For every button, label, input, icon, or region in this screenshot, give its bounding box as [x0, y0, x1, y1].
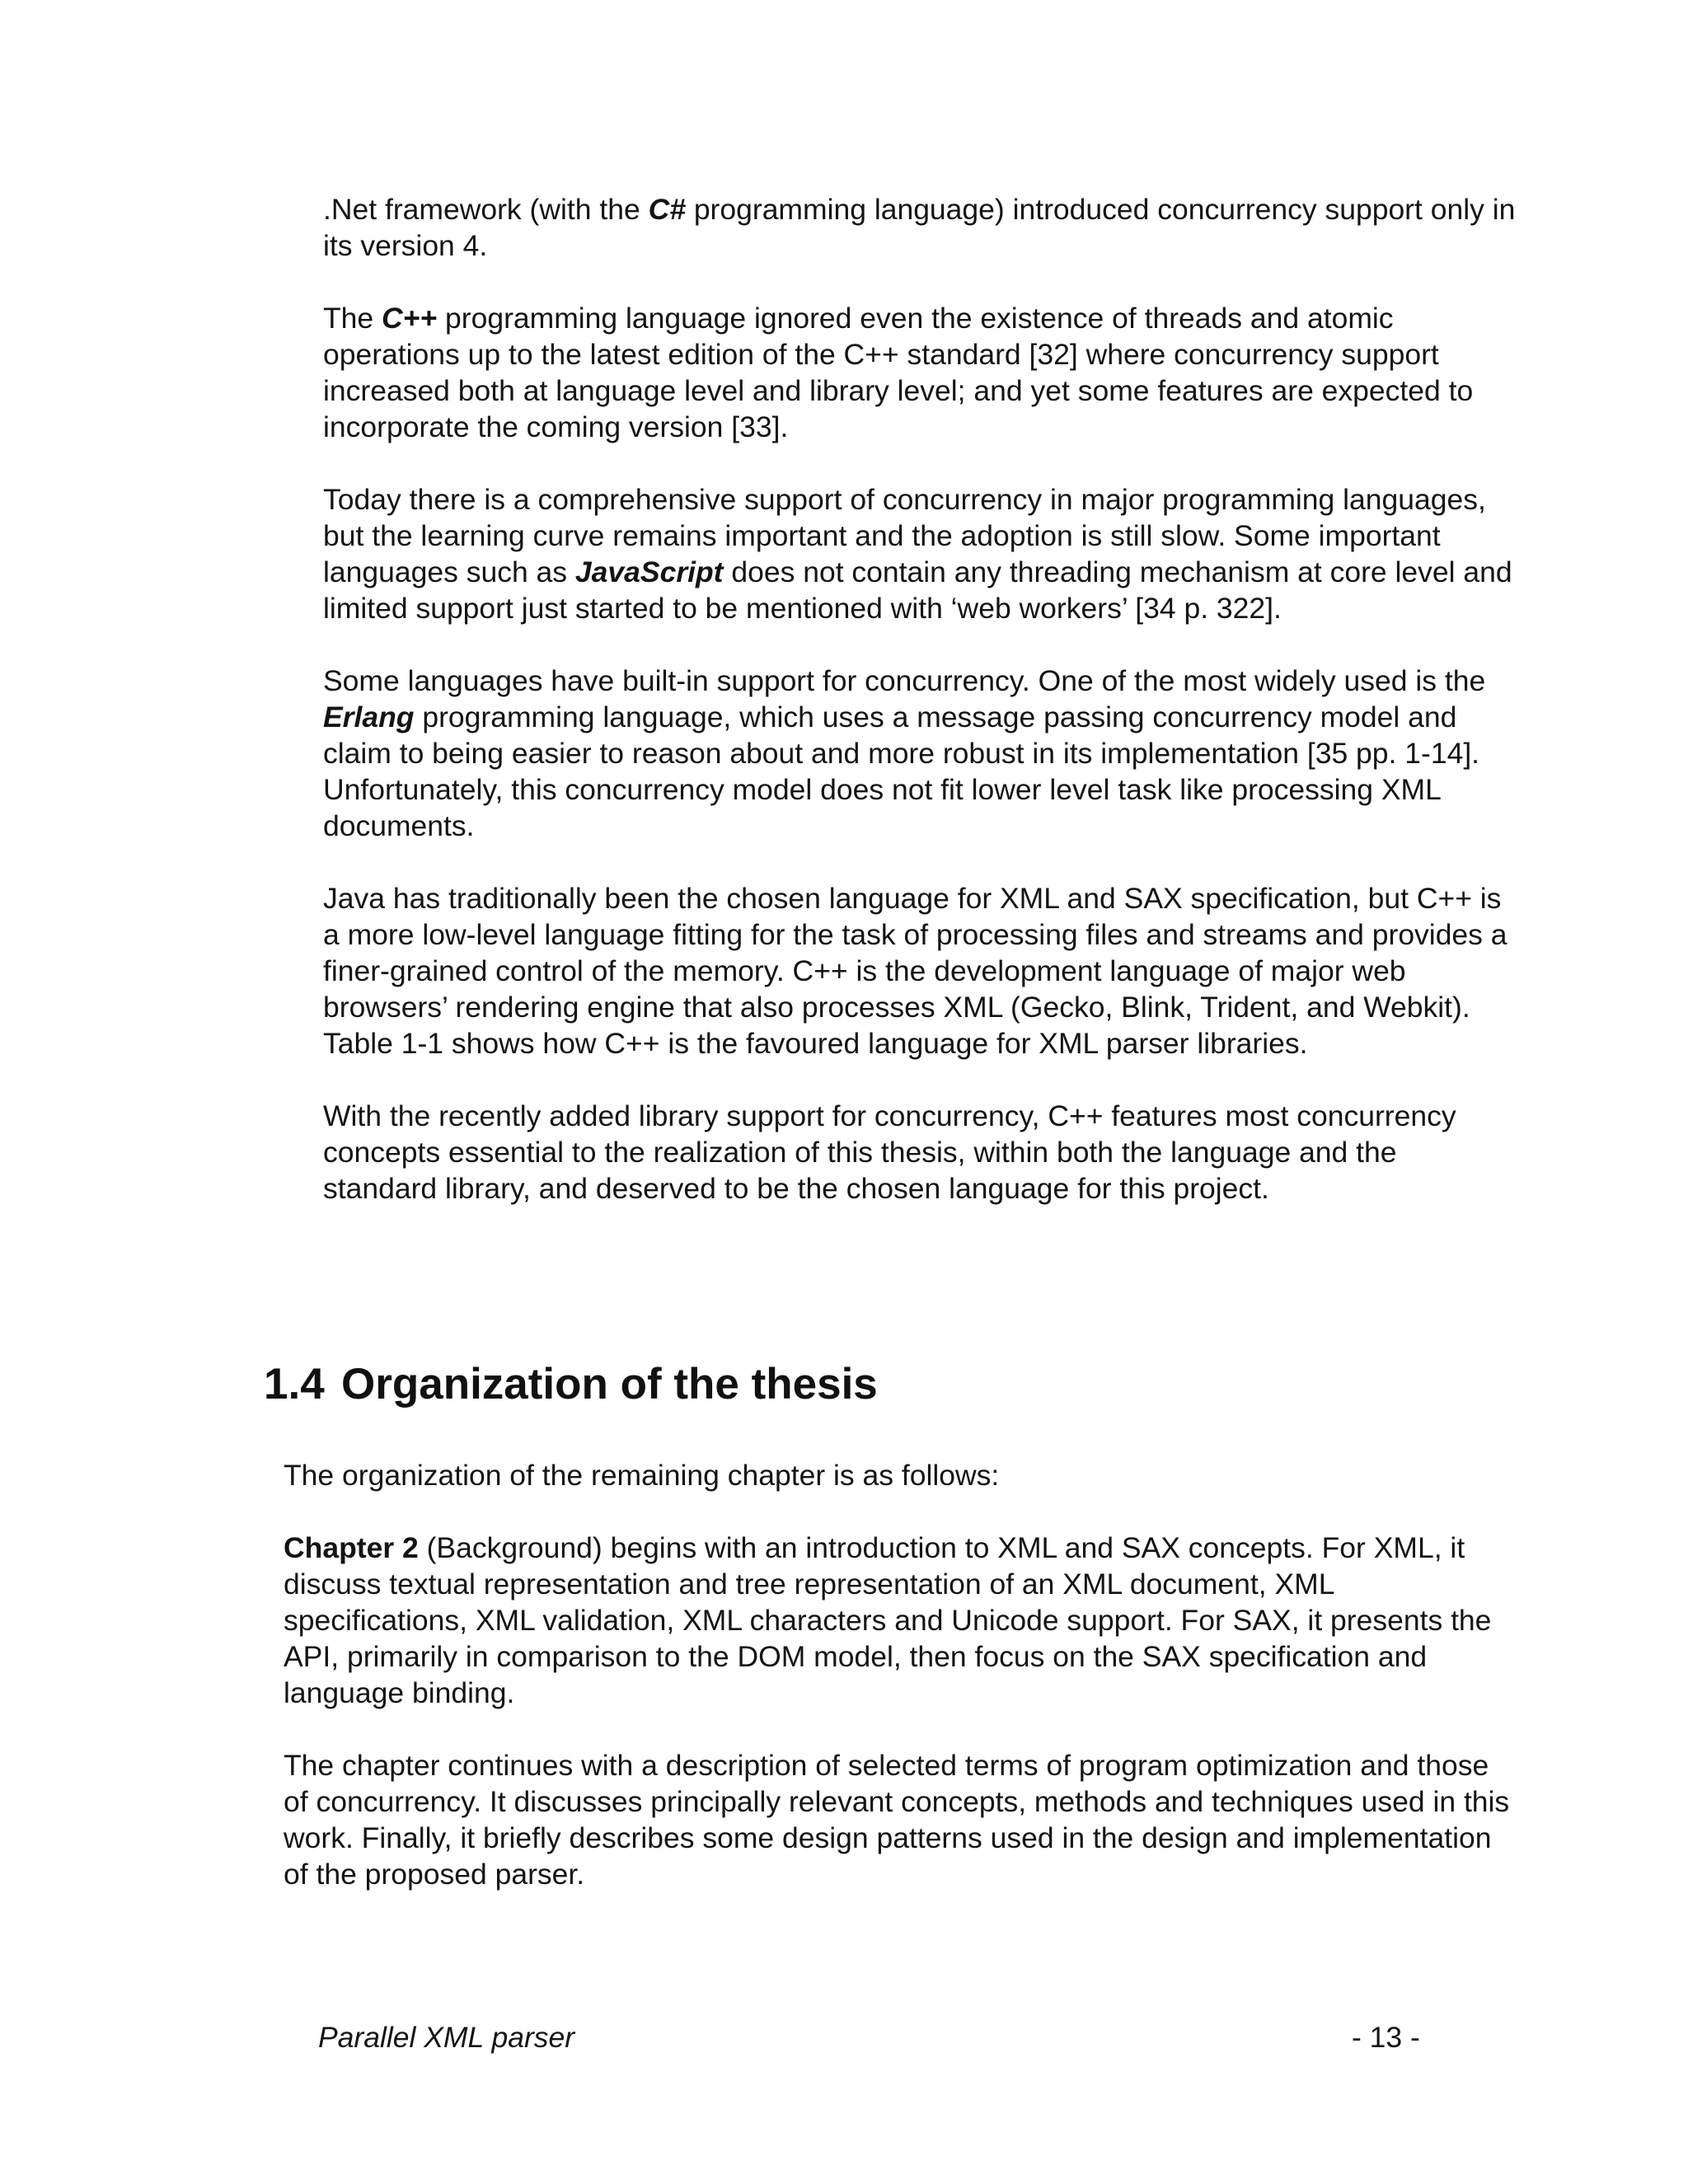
text-run: The chapter continues with a description of selected terms of program optimization and those of concurrency. It discusses principally relevant concepts, methods and techniques used in this work. Finally, it briefly describes some design patterns used in the design and implementation of the proposed parser.	[284, 1749, 1510, 1891]
term-cpp: C++	[382, 302, 438, 335]
text-run: The	[323, 302, 382, 335]
footer-title: Parallel XML parser	[318, 2021, 575, 2054]
paragraph-chapter-continues	[284, 1747, 1518, 1892]
page-number: - 13 -	[1352, 2021, 1420, 2054]
text-run: does not contain any threading mechanism at core level and limited support just started to be mentioned with ‘web workers’ [34 p. 322].	[323, 555, 1512, 625]
paragraph-library-support	[323, 1098, 1518, 1207]
text-run: Java has traditionally been the chosen language for XML and SAX specification, but C++ is a more low-level language fitting for the task of processing files and streams and provides a finer-grained control of the memory. C++ is the development language of major web browsers’ rendering engine that also processes XML (Gecko, Blink, Trident, and Webkit). Table 1-1 shows how C++ is the favoured language for XML parser libraries.	[323, 882, 1507, 1060]
term-erlang: Erlang	[323, 701, 415, 733]
body-text-lower	[284, 1457, 1518, 1929]
paragraph-cpp	[323, 300, 1518, 445]
text-run: With the recently added library support for concurrency, C++ features most concurrency concepts essential to the realization of this thesis, within both the language and the standard library, and deserved to be the chosen language for this project.	[323, 1099, 1456, 1205]
term-csharp: C#	[648, 193, 686, 226]
text-run: .Net framework (with the	[323, 193, 649, 226]
paragraph-organization-intro	[284, 1457, 1518, 1493]
text-run: Some languages have built-in support for concurrency. One of the most widely used is the	[323, 664, 1486, 697]
section-heading	[264, 1358, 878, 1411]
chapter-label: Chapter 2	[284, 1531, 419, 1564]
text-run: The organization of the remaining chapter is as follows:	[284, 1459, 1000, 1492]
text-run: (Background) begins with an introduction to XML and SAX concepts. For XML, it discuss textual representation and tree representation of an XML document, XML specifications, XML validation, XML characters and Unicode support. For SAX, it presents the API, primarily in comparison to the DOM model, then focus on the SAX specification and language binding.	[284, 1531, 1492, 1709]
text-run: Today there is a comprehensive support of concurrency in major programming languages, but the learning curve remains important and the adoption is still slow. Some important languages such as	[323, 483, 1486, 588]
text-run: programming language ignored even the existence of threads and atomic operations up to the latest edition of the C++ standard [32] where concurrency support increased both at language level and library level; and yet some features are expected to incorporate the coming version [33].	[323, 302, 1474, 443]
text-run: programming language, which uses a message passing concurrency model and claim to being easier to reason about and more robust in its implementation [35 pp. 1-14]. Unfortunately, this concurrency model does not fit lower level task like processing XML documents.	[323, 701, 1480, 842]
text-run: programming language) introduced concurrency support only in its version 4.	[323, 193, 1516, 262]
body-text-upper	[323, 191, 1518, 1243]
paragraph-csharp	[323, 191, 1518, 264]
paragraph-javascript	[323, 481, 1518, 626]
paragraph-java-cpp	[323, 880, 1518, 1062]
paragraph-erlang	[323, 663, 1518, 844]
paragraph-chapter-2	[284, 1530, 1518, 1711]
section-title: Organization of the thesis	[341, 1360, 878, 1408]
term-javascript: JavaScript	[574, 555, 724, 588]
section-number: 1.4	[264, 1360, 325, 1408]
